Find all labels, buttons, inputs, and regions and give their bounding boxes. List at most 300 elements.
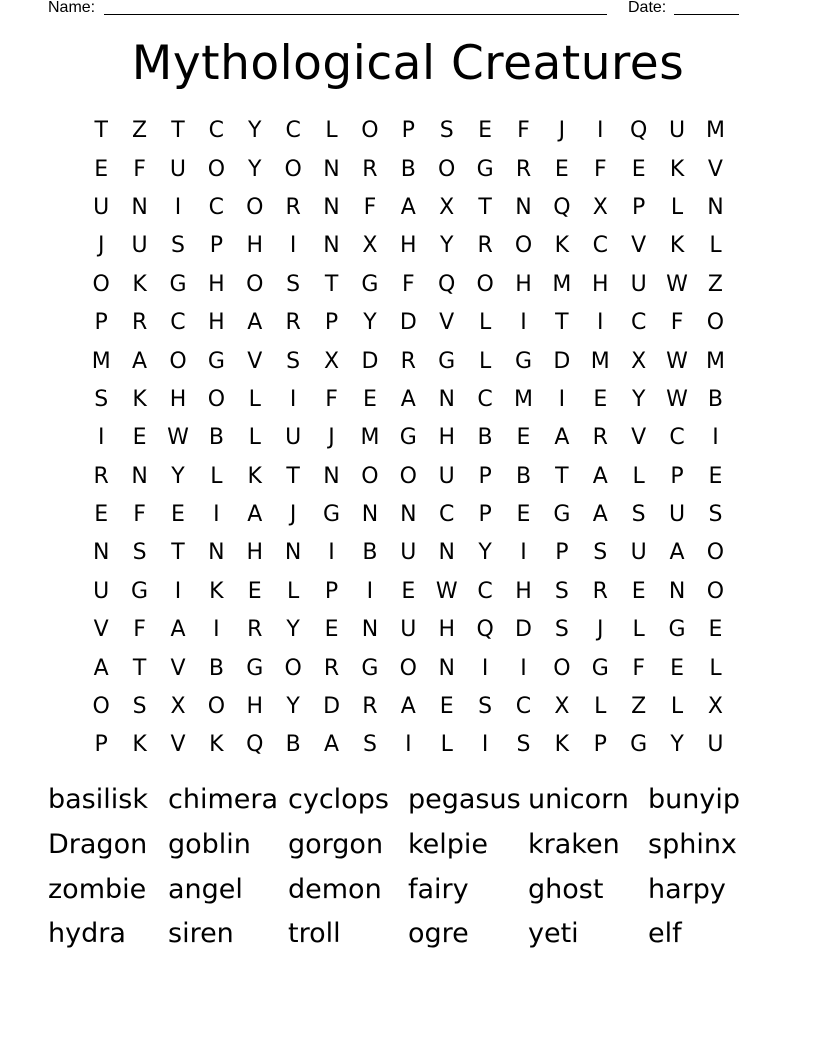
grid-letter[interactable]: O xyxy=(207,156,226,182)
grid-letter[interactable]: Q xyxy=(553,194,571,220)
grid-letter[interactable]: I xyxy=(289,233,297,259)
grid-letter[interactable]: C xyxy=(477,386,493,412)
grid-letter[interactable]: O xyxy=(207,694,226,720)
grid-letter[interactable]: T xyxy=(171,540,185,566)
grid-letter[interactable]: E xyxy=(708,617,723,643)
grid-letter[interactable]: Y xyxy=(286,694,300,720)
word-bank-row xyxy=(48,778,768,823)
grid-letter[interactable]: E xyxy=(401,578,416,604)
grid-letter[interactable]: D xyxy=(361,348,379,374)
grid-letter[interactable]: G xyxy=(591,655,609,681)
grid-letter[interactable]: L xyxy=(632,463,645,489)
grid-letter[interactable]: G xyxy=(169,271,187,297)
grid-letter[interactable]: H xyxy=(438,617,455,643)
grid-letter[interactable]: F xyxy=(363,194,377,220)
grid-letter[interactable]: J xyxy=(597,617,604,643)
grid-letter[interactable]: C xyxy=(208,118,225,144)
grid-letter[interactable]: G xyxy=(131,578,149,604)
grid-letter[interactable]: H xyxy=(592,271,609,297)
grid-letter[interactable]: Y xyxy=(439,233,454,259)
grid-letter[interactable]: L xyxy=(478,348,492,374)
grid-letter[interactable]: E xyxy=(132,425,147,451)
grid-letter[interactable]: O xyxy=(92,694,110,720)
grid-letter[interactable]: G xyxy=(438,348,456,374)
grid-letter[interactable]: F xyxy=(517,118,530,144)
grid-letter[interactable]: W xyxy=(167,425,189,451)
grid-letter[interactable]: R xyxy=(285,194,301,220)
grid-letter[interactable]: F xyxy=(133,156,146,182)
grid-letter[interactable]: R xyxy=(247,617,263,643)
grid-letter[interactable]: Y xyxy=(286,617,300,643)
grid-letter[interactable]: C xyxy=(439,502,455,528)
grid-letter[interactable]: L xyxy=(325,118,338,144)
grid-letter[interactable]: A xyxy=(554,425,570,451)
grid-letter[interactable]: P xyxy=(593,732,607,758)
grid-letter[interactable]: A xyxy=(132,348,148,374)
grid-letter[interactable]: N xyxy=(438,655,455,681)
grid-letter[interactable]: X xyxy=(631,348,647,374)
grid-letter[interactable]: A xyxy=(400,386,416,412)
grid-letter[interactable]: S xyxy=(132,540,147,566)
grid-letter[interactable]: E xyxy=(94,156,109,182)
grid-letter[interactable]: P xyxy=(478,502,492,528)
grid-letter[interactable]: O xyxy=(246,194,264,220)
grid-letter[interactable]: N xyxy=(707,194,724,220)
grid-letter[interactable]: R xyxy=(515,156,532,182)
grid-letter[interactable]: V xyxy=(631,425,647,451)
grid-letter[interactable]: E xyxy=(247,578,262,604)
grid-letter[interactable]: E xyxy=(324,617,339,643)
grid-letter[interactable]: S xyxy=(286,271,301,297)
grid-letter[interactable]: X xyxy=(592,194,608,220)
grid-letter[interactable]: B xyxy=(707,386,723,412)
grid-letter[interactable]: L xyxy=(478,310,492,336)
grid-letter[interactable]: X xyxy=(362,233,378,259)
grid-letter[interactable]: I xyxy=(97,425,105,451)
grid-letter[interactable]: S xyxy=(132,694,147,720)
grid-letter[interactable]: H xyxy=(246,540,264,566)
grid-letter[interactable]: W xyxy=(666,348,688,374)
grid-letter[interactable]: B xyxy=(400,156,416,182)
grid-letter[interactable]: Y xyxy=(248,156,262,182)
grid-letter[interactable]: O xyxy=(169,348,187,374)
grid-letter[interactable]: K xyxy=(209,578,224,604)
grid-letter[interactable]: L xyxy=(594,694,607,720)
grid-letter[interactable]: U xyxy=(285,425,302,451)
grid-letter[interactable]: G xyxy=(207,348,225,374)
grid-letter[interactable]: I xyxy=(174,578,182,604)
grid-letter[interactable]: Y xyxy=(363,310,377,336)
grid-letter[interactable]: O xyxy=(284,655,302,681)
grid-letter[interactable]: M xyxy=(360,425,380,451)
word-bank-item: pegasus xyxy=(408,784,521,816)
grid-letter[interactable]: L xyxy=(670,694,684,720)
grid-letter[interactable]: W xyxy=(666,386,688,412)
grid-letter[interactable]: R xyxy=(400,348,416,374)
grid-letter[interactable]: J xyxy=(558,118,566,144)
grid-letter[interactable]: A xyxy=(400,694,416,720)
grid-letter[interactable]: B xyxy=(208,425,224,451)
name-label: Name: xyxy=(48,0,96,16)
grid-letter[interactable]: T xyxy=(555,310,569,336)
grid-letter[interactable]: V xyxy=(170,655,186,681)
grid-letter[interactable]: Q xyxy=(438,271,456,297)
grid-letter[interactable]: O xyxy=(553,655,571,681)
grid-letter[interactable]: H xyxy=(246,694,264,720)
grid-letter[interactable]: O xyxy=(92,271,110,297)
grid-letter[interactable]: A xyxy=(93,655,109,681)
grid-letter[interactable]: M xyxy=(91,348,111,374)
grid-letter[interactable]: H xyxy=(246,233,264,259)
grid-letter[interactable]: T xyxy=(171,118,185,144)
grid-letter[interactable]: A xyxy=(592,502,608,528)
grid-letter[interactable]: P xyxy=(670,463,684,489)
grid-letter[interactable]: R xyxy=(285,310,301,336)
grid-letter[interactable]: P xyxy=(324,310,339,336)
grid-letter[interactable]: U xyxy=(400,540,417,566)
grid-letter[interactable]: U xyxy=(669,502,686,528)
grid-letter[interactable]: G xyxy=(476,156,494,182)
grid-letter[interactable]: Q xyxy=(476,617,494,643)
grid-letter[interactable]: N xyxy=(361,617,379,643)
grid-letter[interactable]: X xyxy=(439,194,455,220)
grid-letter[interactable]: O xyxy=(399,655,417,681)
grid-letter[interactable]: E xyxy=(171,502,185,528)
grid-letter[interactable]: G xyxy=(246,655,264,681)
grid-letter[interactable]: D xyxy=(553,348,571,374)
grid-letter[interactable]: D xyxy=(323,694,341,720)
grid-letter[interactable]: I xyxy=(366,578,374,604)
grid-letter[interactable]: C xyxy=(592,233,608,259)
grid-letter[interactable]: K xyxy=(132,732,147,758)
grid-letter[interactable]: Z xyxy=(707,271,723,297)
grid-letter[interactable]: O xyxy=(246,271,264,297)
grid-letter[interactable]: A xyxy=(170,617,186,643)
grid-letter[interactable]: H xyxy=(515,271,532,297)
word-bank-item: sphinx xyxy=(648,829,737,861)
grid-letter[interactable]: E xyxy=(94,502,109,528)
grid-letter[interactable]: R xyxy=(362,156,378,182)
grid-letter[interactable]: F xyxy=(133,502,146,528)
grid-letter[interactable]: N xyxy=(438,386,455,412)
grid-letter[interactable]: X xyxy=(170,694,186,720)
grid-letter[interactable]: U xyxy=(669,118,686,144)
grid-letter[interactable]: L xyxy=(287,578,300,604)
grid-letter[interactable]: N xyxy=(668,578,686,604)
grid-letter[interactable]: P xyxy=(94,732,108,758)
grid-letter[interactable]: E xyxy=(439,694,454,720)
grid-letter[interactable]: R xyxy=(131,310,148,336)
grid-letter[interactable]: R xyxy=(477,233,493,259)
grid-letter[interactable]: H xyxy=(208,310,225,336)
grid-letter[interactable]: L xyxy=(709,655,722,681)
grid-letter[interactable]: R xyxy=(592,425,608,451)
grid-letter[interactable]: A xyxy=(324,732,340,758)
grid-letter[interactable]: O xyxy=(706,578,725,604)
grid-letter[interactable]: O xyxy=(207,386,226,412)
grid-letter[interactable]: I xyxy=(712,425,719,451)
grid-letter[interactable]: C xyxy=(285,118,301,144)
grid-letter[interactable]: O xyxy=(476,271,494,297)
grid-letter[interactable]: R xyxy=(362,694,378,720)
grid-letter[interactable]: V xyxy=(707,156,723,182)
grid-letter[interactable]: P xyxy=(94,310,108,336)
date-field[interactable] xyxy=(674,14,739,15)
grid-letter[interactable]: F xyxy=(632,655,645,681)
grid-letter[interactable]: B xyxy=(515,463,532,489)
grid-letter[interactable]: Q xyxy=(246,732,264,758)
grid-letter[interactable]: L xyxy=(440,732,453,758)
grid-letter[interactable]: K xyxy=(132,386,147,412)
grid-letter[interactable]: K xyxy=(132,271,147,297)
grid-letter[interactable]: M xyxy=(514,386,533,412)
grid-letter[interactable]: N xyxy=(131,194,148,220)
grid-letter[interactable]: P xyxy=(401,118,415,144)
grid-letter[interactable]: K xyxy=(554,233,570,259)
grid-letter[interactable]: O xyxy=(399,463,417,489)
grid-letter[interactable]: S xyxy=(554,617,569,643)
grid-letter[interactable]: H xyxy=(169,386,187,412)
grid-letter[interactable]: I xyxy=(520,540,527,566)
grid-letter[interactable]: M xyxy=(552,271,572,297)
grid-letter[interactable]: A xyxy=(400,194,416,220)
grid-letter[interactable]: Z xyxy=(132,118,148,144)
grid-letter[interactable]: T xyxy=(94,118,108,144)
grid-letter[interactable]: E xyxy=(631,156,646,182)
grid-letter[interactable]: O xyxy=(706,540,725,566)
grid-letter[interactable]: E xyxy=(362,386,377,412)
grid-letter[interactable]: K xyxy=(669,233,685,259)
grid-letter[interactable]: V xyxy=(170,732,186,758)
grid-letter[interactable]: K xyxy=(669,156,685,182)
grid-letter[interactable]: U xyxy=(93,194,110,220)
grid-letter[interactable]: I xyxy=(597,118,604,144)
grid-letter[interactable]: N xyxy=(208,540,225,566)
grid-letter[interactable]: E xyxy=(670,655,684,681)
grid-letter[interactable]: N xyxy=(323,194,340,220)
grid-letter[interactable]: G xyxy=(323,502,341,528)
grid-letter[interactable]: N xyxy=(323,156,340,182)
grid-letter[interactable]: I xyxy=(520,310,527,336)
grid-letter[interactable]: S xyxy=(593,540,608,566)
grid-letter[interactable]: Y xyxy=(248,118,262,144)
grid-letter[interactable]: N xyxy=(361,502,379,528)
grid-letter[interactable]: C xyxy=(669,425,685,451)
grid-letter[interactable]: G xyxy=(514,348,533,374)
grid-letter[interactable]: N xyxy=(515,194,532,220)
grid-letter[interactable]: G xyxy=(668,617,686,643)
grid-letter[interactable]: T xyxy=(286,463,300,489)
grid-letter[interactable]: K xyxy=(554,732,570,758)
grid-letter[interactable]: T xyxy=(478,194,492,220)
grid-letter[interactable]: C xyxy=(515,694,532,720)
grid-letter[interactable]: N xyxy=(323,463,340,489)
grid-letter[interactable]: N xyxy=(438,540,455,566)
grid-row xyxy=(82,419,736,457)
grid-letter[interactable]: F xyxy=(670,310,684,336)
grid-letter[interactable]: T xyxy=(555,463,569,489)
grid-letter[interactable]: B xyxy=(362,540,378,566)
grid-letter[interactable]: S xyxy=(170,233,185,259)
grid-letter[interactable]: N xyxy=(131,463,148,489)
grid-letter[interactable]: X xyxy=(707,694,723,720)
grid-letter[interactable]: Z xyxy=(631,694,647,720)
grid-letter[interactable]: I xyxy=(481,732,489,758)
grid-letter[interactable]: F xyxy=(593,156,607,182)
grid-letter[interactable]: O xyxy=(361,463,379,489)
grid-letter[interactable]: X xyxy=(554,694,570,720)
grid-letter[interactable]: S xyxy=(554,578,569,604)
name-field[interactable] xyxy=(104,14,607,15)
grid-letter[interactable]: J xyxy=(97,233,105,259)
grid-letter[interactable]: V xyxy=(93,617,109,643)
grid-letter[interactable]: U xyxy=(400,617,417,643)
grid-letter[interactable]: S xyxy=(94,386,109,412)
grid-letter[interactable]: O xyxy=(361,118,379,144)
grid-letter[interactable]: H xyxy=(400,233,417,259)
grid-letter[interactable]: U xyxy=(93,578,110,604)
grid-letter[interactable]: L xyxy=(709,233,722,259)
grid-letter[interactable]: H xyxy=(515,578,532,604)
grid-letter[interactable]: A xyxy=(669,540,685,566)
grid-letter[interactable]: V xyxy=(247,348,263,374)
grid-letter[interactable]: P xyxy=(632,194,646,220)
grid-letter[interactable]: I xyxy=(520,655,527,681)
grid-letter[interactable]: G xyxy=(361,655,379,681)
grid-letter[interactable]: I xyxy=(558,386,566,412)
grid-letter[interactable]: L xyxy=(210,463,223,489)
grid-letter[interactable]: I xyxy=(289,386,297,412)
grid-letter[interactable]: F xyxy=(401,271,415,297)
grid-letter[interactable]: P xyxy=(324,578,339,604)
grid-letter[interactable]: C xyxy=(477,578,493,604)
grid-letter[interactable]: S xyxy=(631,502,646,528)
grid-letter[interactable]: O xyxy=(514,233,533,259)
grid-letter[interactable]: U xyxy=(707,732,724,758)
grid-letter[interactable]: L xyxy=(670,194,684,220)
grid-letter[interactable]: L xyxy=(632,617,645,643)
grid-letter[interactable]: I xyxy=(213,617,220,643)
word-bank-row xyxy=(48,867,768,912)
grid-letter[interactable]: S xyxy=(516,732,531,758)
grid-letter[interactable]: F xyxy=(133,617,146,643)
grid-letter[interactable]: G xyxy=(630,732,648,758)
grid-letter[interactable]: R xyxy=(93,463,109,489)
grid-letter[interactable]: R xyxy=(323,655,340,681)
grid-letter[interactable]: C xyxy=(170,310,186,336)
grid-letter[interactable]: B xyxy=(208,655,224,681)
grid-letter[interactable]: E xyxy=(516,425,531,451)
grid-letter[interactable]: I xyxy=(597,310,604,336)
grid-letter[interactable]: N xyxy=(284,540,302,566)
grid-letter[interactable]: O xyxy=(438,156,456,182)
grid-letter[interactable]: E xyxy=(554,156,569,182)
grid-letter[interactable]: V xyxy=(439,310,455,336)
grid-letter[interactable]: E xyxy=(708,463,723,489)
grid-letter[interactable]: I xyxy=(405,732,412,758)
grid-letter[interactable]: S xyxy=(286,348,301,374)
grid-row xyxy=(82,189,736,227)
grid-letter[interactable]: E xyxy=(478,118,493,144)
grid-letter[interactable]: N xyxy=(323,233,340,259)
grid-letter[interactable]: Y xyxy=(670,732,684,758)
grid-letter[interactable]: P xyxy=(478,463,492,489)
grid-letter[interactable]: Q xyxy=(630,118,648,144)
grid-letter[interactable]: G xyxy=(361,271,379,297)
grid-letter[interactable]: Y xyxy=(478,540,492,566)
grid-letter[interactable]: P xyxy=(209,233,223,259)
grid-letter[interactable]: D xyxy=(399,310,417,336)
grid-letter[interactable]: W xyxy=(435,578,458,604)
grid-letter[interactable]: Y xyxy=(631,386,646,412)
grid-letter[interactable]: E xyxy=(516,502,531,528)
grid-letter[interactable]: W xyxy=(666,271,688,297)
grid-letter[interactable]: I xyxy=(174,194,182,220)
grid-letter[interactable]: U xyxy=(131,233,148,259)
grid-letter[interactable]: D xyxy=(515,617,532,643)
grid-letter[interactable]: I xyxy=(481,655,489,681)
grid-letter[interactable]: G xyxy=(553,502,571,528)
word-bank-item: harpy xyxy=(648,873,726,905)
grid-letter[interactable]: J xyxy=(328,425,335,451)
grid-letter[interactable]: C xyxy=(208,194,225,220)
grid-letter[interactable]: E xyxy=(593,386,608,412)
grid-letter[interactable]: K xyxy=(247,463,262,489)
grid-letter[interactable]: M xyxy=(705,348,725,374)
grid-letter[interactable]: L xyxy=(248,386,261,412)
grid-letter[interactable]: A xyxy=(247,310,263,336)
grid-letter[interactable]: N xyxy=(92,540,110,566)
grid-letter[interactable]: Y xyxy=(171,463,185,489)
grid-letter[interactable]: M xyxy=(590,348,610,374)
grid-letter[interactable]: K xyxy=(209,732,224,758)
grid-letter[interactable]: U xyxy=(630,271,647,297)
grid-letter[interactable]: O xyxy=(706,310,725,336)
grid-letter[interactable]: S xyxy=(478,694,493,720)
grid-letter[interactable]: R xyxy=(592,578,608,604)
grid-letter[interactable]: H xyxy=(208,271,225,297)
grid-letter[interactable]: H xyxy=(438,425,455,451)
grid-letter[interactable]: C xyxy=(630,310,647,336)
grid-letter[interactable]: B xyxy=(285,732,301,758)
grid-letter[interactable]: X xyxy=(324,348,340,374)
grid-letter[interactable]: U xyxy=(630,540,647,566)
grid-letter[interactable]: U xyxy=(438,463,455,489)
grid-letter[interactable]: S xyxy=(362,732,377,758)
grid-letter[interactable]: O xyxy=(284,156,302,182)
grid-letter[interactable]: F xyxy=(325,386,338,412)
grid-letter[interactable]: U xyxy=(169,156,187,182)
grid-letter[interactable]: A xyxy=(247,502,263,528)
grid-letter[interactable]: N xyxy=(400,502,417,528)
grid-letter[interactable]: J xyxy=(289,502,297,528)
grid-letter[interactable]: P xyxy=(555,540,569,566)
grid-letter[interactable]: S xyxy=(708,502,723,528)
grid-letter[interactable]: B xyxy=(477,425,493,451)
grid-letter[interactable]: I xyxy=(328,540,335,566)
grid-letter[interactable]: T xyxy=(324,271,339,297)
grid-letter[interactable]: L xyxy=(248,425,261,451)
grid-letter[interactable]: G xyxy=(399,425,417,451)
grid-letter[interactable]: T xyxy=(132,655,147,681)
grid-letter[interactable]: V xyxy=(631,233,647,259)
word-bank-item: zombie xyxy=(48,873,147,905)
grid-letter[interactable]: E xyxy=(631,578,646,604)
grid-letter[interactable]: A xyxy=(592,463,608,489)
grid-letter[interactable]: S xyxy=(439,118,454,144)
grid-letter[interactable]: I xyxy=(213,502,220,528)
grid-letter[interactable]: M xyxy=(705,118,725,144)
